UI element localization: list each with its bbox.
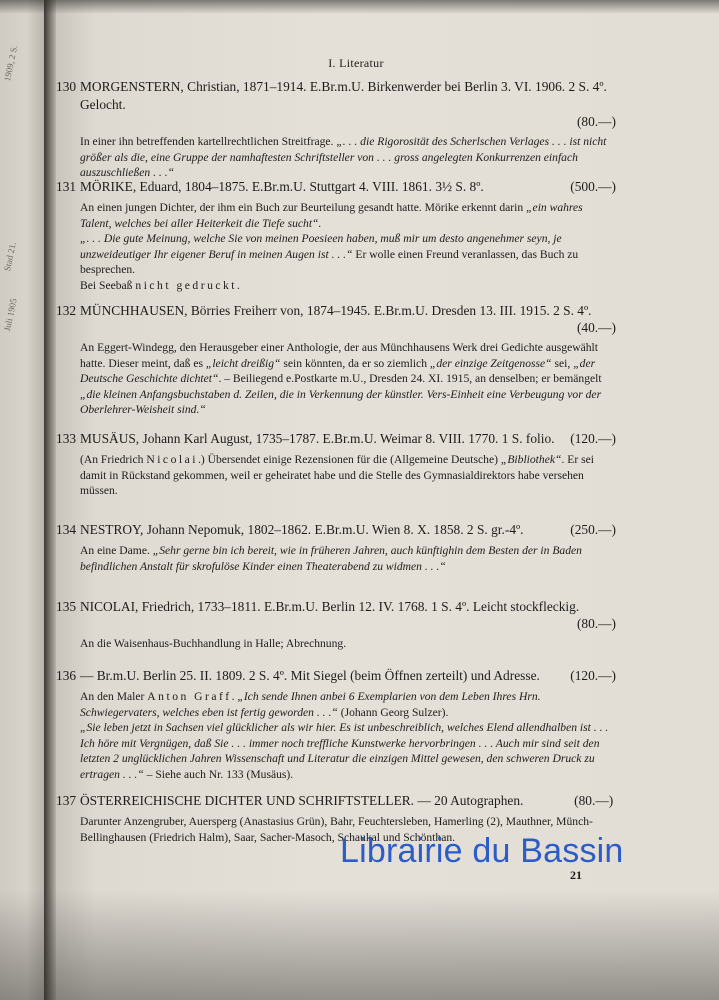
note-text: Bei Seebaß bbox=[80, 278, 136, 292]
note-emphasis: nicht gedruckt bbox=[135, 278, 238, 292]
note-text: (Johann Georg Sulzer). bbox=[337, 705, 449, 719]
entry-number: 134 bbox=[56, 522, 77, 537]
catalog-entry bbox=[56, 667, 616, 782]
book-gutter bbox=[44, 0, 56, 1000]
entry-note bbox=[56, 636, 616, 652]
entry-heading bbox=[56, 598, 616, 616]
entry-description: NESTROY, Johann Nepomuk, 1802–1862. E.Br.m.U. Wien 8. X. 1858. 2 S. gr.-4º. bbox=[80, 522, 524, 537]
note-quote: „. . . Die gute Meinung, welche Sie von meinen Poesieen haben, muß mir um desto angenehmer seyn, je unzweideutiger Ihr eigener Beruf in meinen Augen ist . . .“ bbox=[80, 232, 562, 261]
entry-note bbox=[56, 200, 616, 293]
catalog-entry bbox=[56, 521, 616, 574]
entry-price: (80.—) bbox=[574, 793, 614, 808]
entry-heading bbox=[56, 178, 616, 196]
entry-price: (80.—) bbox=[576, 616, 616, 631]
entry-note bbox=[56, 543, 616, 574]
note-quote: „ein wahres Talent, welches bei aller Heiterkeit die Tiefe sucht“. bbox=[80, 201, 583, 230]
catalog-entry bbox=[56, 430, 616, 499]
catalog-entry bbox=[56, 598, 616, 652]
entry-description: ÖSTERREICHISCHE DICHTER UND SCHRIFTSTELLER. — 20 Autographen. bbox=[80, 793, 524, 808]
bottom-shadow bbox=[0, 890, 719, 1000]
entry-price: (80.—) bbox=[576, 114, 616, 129]
left-page-fragment: Juli 1905 bbox=[2, 297, 19, 333]
entry-description: MÖRIKE, Eduard, 1804–1875. E.Br.m.U. Stuttgart 4. VIII. 1861. 3½ S. 8º. bbox=[80, 179, 484, 194]
note-quote: „der einzige Zeitgenosse“ bbox=[429, 356, 552, 370]
entry-price: (120.—) bbox=[570, 431, 616, 446]
entry-description: — Br.m.U. Berlin 25. II. 1809. 2 S. 4º. Mit Siegel (beim Öffnen zerteilt) und Adresse. bbox=[80, 668, 540, 683]
note-text: An die Waisenhaus-Buchhandlung in Halle; Abrechnung. bbox=[80, 637, 347, 650]
entry-heading bbox=[56, 667, 616, 685]
note-text: Er wolle einen Freund veranlassen, das Buch zu besprechen. bbox=[80, 247, 579, 276]
note-text: . – Beiliegend e.Postkarte m.U., Dresden 24. XI. 1915, an denselben; er bemängelt bbox=[218, 372, 602, 385]
entry-number: 133 bbox=[56, 431, 77, 446]
note-quote: „die kleinen Anfangsbuchstaben d. Zeilen, die in Verkennung der künstler. Vers-Einheit eine Verbeugung vor der Oberlehrer-Weisheit sind.“ bbox=[80, 387, 602, 416]
note-text: . Er sei damit in Rückstand gekommen, weil er geheiratet habe und die Stelle des Gymnasialdirektors habe versehen müssen. bbox=[80, 453, 594, 497]
note-quote: „Ich sende Ihnen anbei 6 Exemplarien von dem Leben Ihres Hrn. Schwiegervaters, welches eben ist fertig geworden . . .“ bbox=[80, 690, 541, 719]
entry-description: MUSÄUS, Johann Karl August, 1735–1787. E.Br.m.U. Weimar 8. VIII. 1770. 1 S. folio. bbox=[80, 431, 555, 446]
note-text: – Siehe auch Nr. 133 (Musäus). bbox=[143, 767, 294, 781]
note-quote: „Bibliothek“ bbox=[500, 453, 562, 466]
left-page-fragment: 1909, 2 S. bbox=[2, 44, 20, 83]
note-emphasis: Anton Graff bbox=[147, 690, 232, 703]
note-text: Darunter Anzengruber, Auersperg (Anastasius Grün), Bahr, Feuchtersleben, Hamerling (2), Mauthner, Münch-Bellinghausen (Friedrich Halm), Saar, Sacher-Masoch, Schaukal und Schönthan. bbox=[80, 815, 593, 844]
entry-heading bbox=[56, 302, 616, 320]
note-text: An eine Dame. bbox=[80, 544, 153, 557]
bookseller-watermark: Librairie du Bassin bbox=[340, 832, 624, 870]
catalog-page bbox=[56, 0, 719, 1000]
note-text: sei, bbox=[551, 356, 574, 370]
entry-number: 132 bbox=[56, 303, 77, 318]
note-text: An einen jungen Dichter, der ihm ein Buch zur Beurteilung gesandt hatte. Mörike erkennt darin bbox=[80, 201, 527, 214]
entry-number: 131 bbox=[56, 179, 77, 194]
note-text: . bbox=[231, 690, 238, 703]
left-facing-page bbox=[0, 0, 44, 1000]
note-quote: „Sie leben jetzt in Sachsen viel glücklicher als wir hier. Es ist unbeschreiblich, welches Elend allendhalben ist . . . Ich höre mit Vergnügen, daß Sie . . . immer noch treffliche Kunstwerke hervorbringen . . . Auch mir sind seit den letzten 2 unglücklichen Jahren Wissenschaft und Literatur die einzigen Mittel gewesen, den schweren Druck zu ertragen . . .“ bbox=[80, 721, 609, 781]
entry-note bbox=[56, 134, 616, 181]
note-text: In einer ihn betreffenden kartellrechtlichen Streitfrage. bbox=[80, 135, 337, 148]
note-quote: „Sehr gerne bin ich bereit, wie in früheren Jahren, auch künftighin dem Besten der in Baden befindlichen Anstalt für skrofulöse Kinder einen Theaterabend zu widmen . . .“ bbox=[80, 544, 582, 573]
entry-note bbox=[56, 689, 616, 782]
note-quote: „der Deutsche Geschichte dichtet“ bbox=[80, 356, 596, 385]
entry-note bbox=[56, 452, 616, 499]
catalog-entry bbox=[56, 178, 616, 293]
entry-price: (40.—) bbox=[576, 320, 616, 335]
entry-price: (120.—) bbox=[570, 668, 616, 683]
entry-description: NICOLAI, Friedrich, 1733–1811. E.Br.m.U. Berlin 12. IV. 1768. 1 S. 4º. Leicht stockfleckig. bbox=[80, 599, 580, 614]
entry-heading bbox=[56, 792, 616, 810]
entry-description: MÜNCHHAUSEN, Börries Freiherr von, 1874–1945. E.Br.m.U. Dresden 13. III. 1915. 2 S. 4º. bbox=[80, 303, 592, 318]
entry-number: 136 bbox=[56, 668, 77, 683]
note-quote: „. . . die Rigorosität des Scherlschen Verlages . . . ist nicht größer als die, eine Gruppe der namhaftesten Schriftsteller von . . . gross angelegten Konkurrenzen einfach auszuschließen . . .“ bbox=[80, 135, 607, 179]
top-shadow bbox=[0, 0, 719, 14]
note-text: (An Friedrich bbox=[80, 453, 147, 466]
entry-number: 135 bbox=[56, 599, 77, 614]
catalog-entry bbox=[56, 78, 616, 181]
note-quote: „leicht dreißig“ bbox=[205, 356, 281, 370]
entry-heading bbox=[56, 78, 616, 114]
entry-price: (250.—) bbox=[570, 522, 616, 537]
entry-heading bbox=[56, 430, 616, 448]
note-text: .) Übersendet einige Rezensionen für die (Allgemeine Deutsche) bbox=[197, 453, 501, 466]
entry-number: 130 bbox=[56, 79, 77, 94]
left-page-fragment: Stad 21. bbox=[2, 241, 18, 273]
entry-number: 137 bbox=[56, 793, 77, 808]
entry-description: MORGENSTERN, Christian, 1871–1914. E.Br.m.U. Birkenwerder bei Berlin 3. VI. 1906. 2 S. 4º. Gelocht. bbox=[80, 79, 607, 112]
note-text: An den Maler bbox=[80, 690, 148, 703]
page-number: 21 bbox=[570, 868, 582, 882]
note-text: sein könnten, da er so ziemlich bbox=[280, 356, 430, 370]
note-text: An Eggert-Windegg, den Herausgeber einer Anthologie, der aus Münchhausens Werk drei Gedichte ausgewählt hatte. Dieser meint, daß es bbox=[80, 341, 599, 370]
note-emphasis: Nicolai bbox=[146, 453, 198, 466]
page-title: I. Literatur bbox=[328, 56, 384, 70]
note-text: . bbox=[237, 278, 240, 292]
catalog-entry bbox=[56, 302, 616, 418]
entry-price: (500.—) bbox=[570, 179, 616, 194]
entry-note bbox=[56, 340, 616, 418]
entry-heading bbox=[56, 521, 616, 539]
